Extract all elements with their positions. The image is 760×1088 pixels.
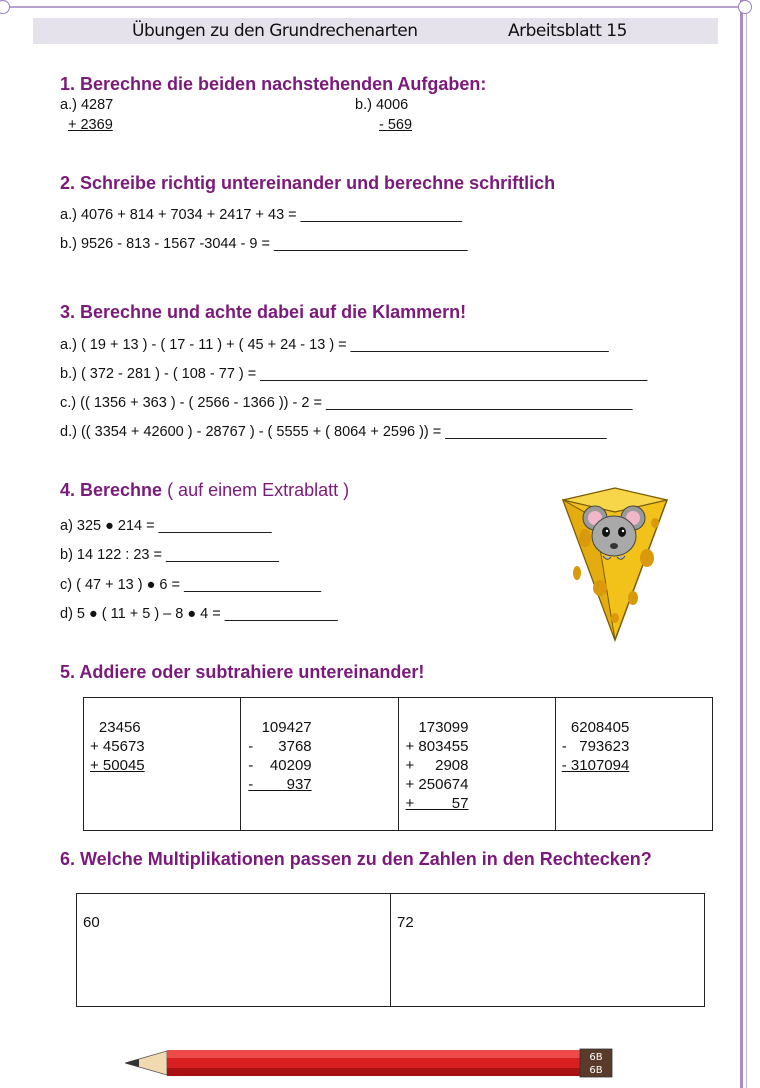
- worksheet-title: Übungen zu den Grundrechenarten: [132, 21, 418, 41]
- addition-subtraction-table: [83, 697, 713, 831]
- task-2a: a.) 4076 + 814 + 7034 + 2417 + 43 = ____________________: [60, 207, 462, 223]
- calc-3-row-5: + 57: [405, 795, 469, 812]
- section-4-heading-bold: 4. Berechne: [60, 480, 163, 500]
- task-1b-line1: b.) 4006: [355, 97, 409, 113]
- page-frame-right: [740, 0, 743, 1088]
- calc-1-row-2: + 45673: [90, 738, 145, 755]
- rectangle-left-number: 60: [83, 914, 100, 931]
- calc-3-row-2: + 803455: [405, 738, 469, 755]
- calc-1-row-1: 23456: [98, 719, 141, 736]
- cheese-mouse-illustration: [555, 478, 675, 643]
- task-3d: d.) (( 3354 + 42600 ) - 28767 ) - ( 5555 + ( 8064 + 2596 )) = ____________________: [60, 424, 607, 440]
- calc-1-row-3: + 50045: [90, 757, 145, 774]
- frame-corner-ornament-right: [738, 0, 752, 14]
- task-1a-line1: a.) 4287: [60, 97, 114, 113]
- task-3c: c.) (( 1356 + 363 ) - ( 2566 - 1366 )) - 2 = ______________________________________: [60, 395, 633, 411]
- worksheet-number: Arbeitsblatt 15: [508, 21, 627, 41]
- task-4d: d) 5 ● ( 11 + 5 ) – 8 ● 4 = ______________: [60, 606, 338, 622]
- calc-3-row-3: + 2908: [405, 757, 469, 774]
- calc-cell-1: [84, 698, 241, 831]
- calc-4-row-2: - 793623: [561, 738, 630, 755]
- section-4-heading-note: ( auf einem Extrablatt ): [162, 480, 350, 500]
- task-4c: c) ( 47 + 13 ) ● 6 = _________________: [60, 577, 322, 593]
- calc-3-row-1: 173099: [418, 719, 469, 736]
- section-6-heading: 6. Welche Multiplikationen passen zu den Zahlen in den Rechtecken?: [60, 849, 652, 869]
- calc-4-row-1: 6208405: [570, 719, 630, 736]
- task-3a: a.) ( 19 + 13 ) - ( 17 - 11 ) + ( 45 + 24 - 13 ) = ________________________________: [60, 337, 609, 353]
- section-4-heading: [60, 480, 349, 501]
- header-bar: [33, 18, 718, 44]
- task-2b: b.) 9526 - 813 - 1567 -3044 - 9 = ________________________: [60, 236, 468, 252]
- calc-2-row-1: 109427: [261, 719, 312, 736]
- calc-2-row-2: - 3768: [248, 738, 312, 755]
- task-4a: a) 325 ● 214 = ______________: [60, 518, 272, 534]
- task-1a-line2: + 2369: [68, 117, 113, 133]
- calc-2-row-4: - 937: [248, 776, 312, 793]
- page-frame-right-inner: [746, 0, 747, 1088]
- task-1b-line2: - 569: [379, 117, 413, 133]
- calc-4-row-3: - 3107094: [561, 757, 630, 774]
- section-3-heading: 3. Berechne und achte dabei auf die Klammern!: [60, 302, 467, 322]
- task-4b: b) 14 122 : 23 = ______________: [60, 547, 279, 563]
- frame-corner-ornament-left: [0, 0, 10, 14]
- section-5-heading: 5. Addiere oder subtrahiere untereinander!: [60, 662, 425, 682]
- section-1-heading: 1. Berechne die beiden nachstehenden Aufgaben:: [60, 74, 487, 94]
- rectangle-left: [77, 894, 391, 1007]
- calc-2-row-3: - 40209: [248, 757, 312, 774]
- calc-cell-2: [241, 698, 398, 831]
- calc-cell-4: [555, 698, 712, 831]
- calc-cell-3: [398, 698, 555, 831]
- rectangle-right-number: 72: [397, 914, 414, 931]
- page-frame-top: [8, 6, 746, 8]
- multiplication-rectangles: [76, 893, 705, 1007]
- task-3b: b.) ( 372 - 281 ) - ( 108 - 77 ) = ________________________________________________: [60, 366, 648, 382]
- pencil-label-top: 6B: [589, 1052, 603, 1063]
- rectangle-right: [391, 894, 705, 1007]
- calc-3-row-4: + 250674: [405, 776, 469, 793]
- pencil-label-bottom: 6B: [589, 1065, 603, 1076]
- section-2-heading: 2. Schreibe richtig untereinander und berechne schriftlich: [60, 173, 556, 193]
- pencil-decoration: [125, 1046, 615, 1080]
